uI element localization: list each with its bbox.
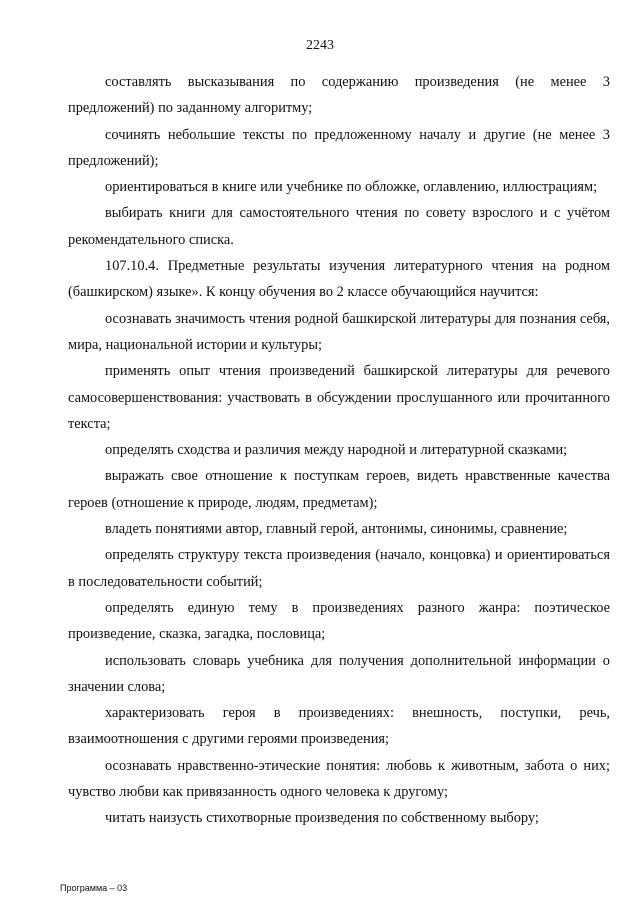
paragraph: осознавать нравственно-этические понятия: любовь к животным, забота о них; чувство любви как привязанность одного человека к другому; bbox=[68, 757, 610, 801]
paragraph: использовать словарь учебника для получения дополнительной информации о значении слова; bbox=[68, 652, 610, 695]
document-body bbox=[68, 69, 610, 832]
paragraph: сочинять небольшие тексты по предложенному началу и другие (не менее 3 предложений); bbox=[68, 126, 610, 169]
paragraph: применять опыт чтения произведений башкирской литературы для речевого самосовершенствования: участвовать в обсуждении прослушанного или прочитанного текста; bbox=[68, 363, 610, 432]
paragraph: определять структуру текста произведения (начало, концовка) и ориентироваться в последовательности событий; bbox=[68, 547, 610, 590]
paragraph: ориентироваться в книге или учебнике по обложке, оглавлению, иллюстрациям; bbox=[105, 179, 598, 196]
paragraph: владеть понятиями автор, главный герой, антонимы, синонимы, сравнение; bbox=[105, 521, 568, 538]
paragraph: осознавать значимость чтения родной башкирской литературы для познания себя, мира, национальной истории и культуры; bbox=[68, 310, 610, 353]
paragraph: выбирать книги для самостоятельного чтения по совету взрослого и с учётом рекомендательного списка. bbox=[68, 205, 610, 248]
page-number: 2243 bbox=[306, 38, 334, 53]
paragraph: составлять высказывания по содержанию произведения (не менее 3 предложений) по заданному алгоритму; bbox=[68, 74, 610, 117]
paragraph: определять единую тему в произведениях разного жанра: поэтическое произведение, сказка, загадка, пословица; bbox=[68, 599, 610, 643]
page-footer: Программа – 03 bbox=[60, 883, 128, 893]
section-heading-paragraph: 107.10.4. Предметные результаты изучения литературного чтения на родном (башкирском) языке». К концу обучения во 2 классе обучающийся научится: bbox=[68, 258, 610, 301]
paragraph: определять сходства и различия между народной и литературной сказками; bbox=[105, 442, 568, 459]
paragraph: читать наизусть стихотворные произведения по собственному выбору; bbox=[105, 810, 539, 827]
paragraph: выражать свое отношение к поступкам героев, видеть нравственные качества героев (отношение к природе, людям, предметам); bbox=[68, 468, 610, 511]
paragraph: характеризовать героя в произведениях: внешность, поступки, речь, взаимоотношения с другими героями произведения; bbox=[68, 705, 610, 748]
